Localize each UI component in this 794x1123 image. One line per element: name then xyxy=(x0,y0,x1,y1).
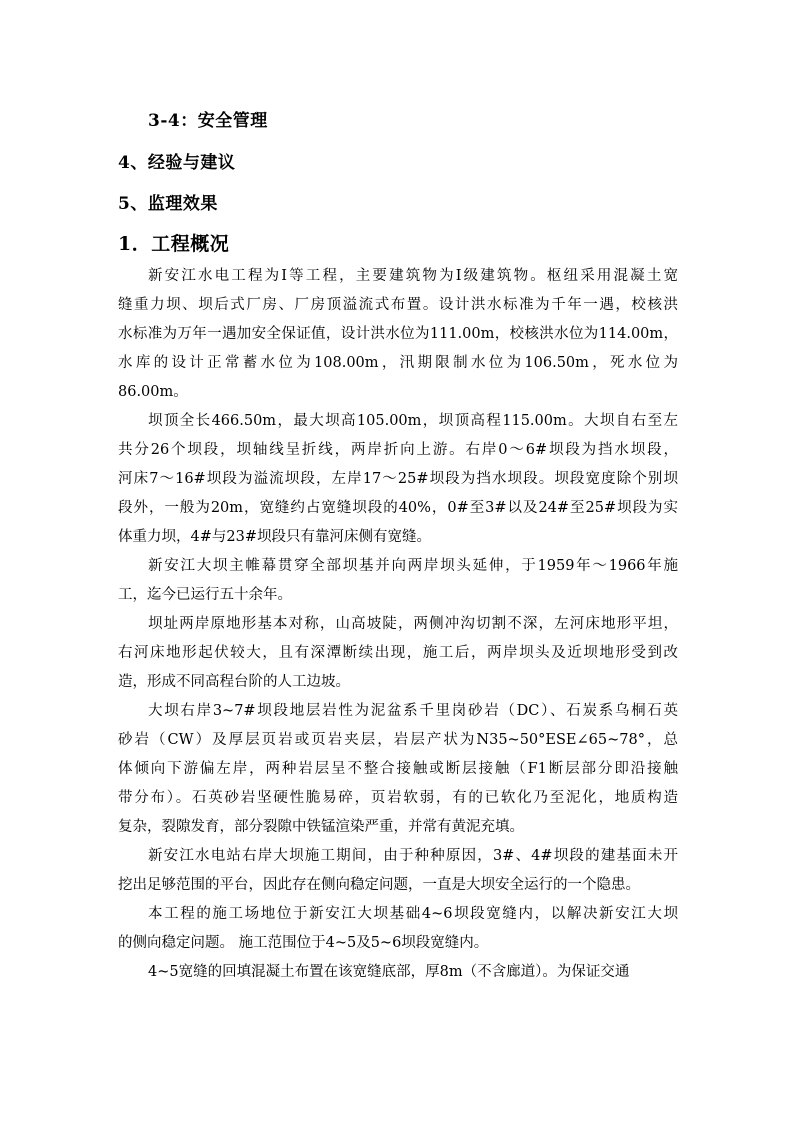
section-heading-1: 1．工程概况 xyxy=(118,233,230,255)
paragraph-line: 新安江大坝主帷幕贯穿全部坝基并向两岸坝头延伸，于1959年～1966年施 xyxy=(148,558,678,574)
paragraph-line: 砂岩（CW）及厚层页岩或页岩夹层，岩层产状为N35~50°ESE∠65~78°，总 xyxy=(118,732,678,748)
paragraph-line: 河床7～16#坝段为溢流坝段，左岸17～25#坝段为挡水坝段。坝段宽度除个别坝 xyxy=(118,471,678,487)
paragraph-line: 新安江水电站右岸大坝施工期间，由于种种原因，3#、4#坝段的建基面未开 xyxy=(148,848,678,864)
paragraph xyxy=(118,900,678,958)
paragraph-line: 工，迄今已运行五十余年。 xyxy=(118,587,292,603)
paragraph-line: 缝重力坝、坝后式厂房、厂房顶溢流式布置。设计洪水标准为千年一遇，校核洪 xyxy=(118,297,678,313)
paragraph xyxy=(118,697,678,842)
paragraph-line: 水库的设计正常蓄水位为108.00m，汛期限制水位为106.50m，死水位为 xyxy=(118,355,678,371)
paragraph xyxy=(118,610,678,697)
paragraph-line: 右河床地形起伏较大，且有深潭断续出现，施工后，两岸坝头及近坝地形受到改 xyxy=(118,645,678,661)
paragraph-line: 坝址两岸原地形基本对称，山高坡陡，两侧冲沟切割不深，左河床地形平坦， xyxy=(148,616,678,632)
paragraph-line: 4~5宽缝的回填混凝土布置在该宽缝底部，厚8m（不含廊道）。为保证交通 xyxy=(148,964,630,980)
paragraph-line: 造，形成不同高程台阶的人工边坡。 xyxy=(118,674,350,690)
paragraph xyxy=(118,262,678,407)
paragraph-line: 体重力坝，4#与23#坝段只有靠河床侧有宽缝。 xyxy=(118,529,431,545)
paragraph-line: 体倾向下游偏左岸，两种岩层呈不整合接触或断层接触（F1断层部分即沿接触 xyxy=(118,761,678,777)
paragraph-line: 新安江水电工程为Ⅰ等工程，主要建筑物为Ⅰ级建筑物。枢纽采用混凝土宽 xyxy=(148,268,678,284)
body-text xyxy=(118,262,678,987)
paragraph-line: 大坝右岸3~7#坝段地层岩性为泥盆系千里岗砂岩（DC）、石炭系乌桐石英 xyxy=(148,703,678,719)
paragraph xyxy=(118,552,678,610)
paragraph-line: 段外，一般为20m，宽缝约占宽缝坝段的40%，0#至3#以及24#至25#坝段为实 xyxy=(118,500,678,516)
paragraph-line: 的侧向稳定问题。 施工范围位于4~5及5~6坝段宽缝内。 xyxy=(118,935,489,951)
section-heading-3-4: 3-4：安全管理 xyxy=(148,111,268,131)
paragraph-line: 挖出足够范围的平台，因此存在侧向稳定问题，一直是大坝安全运行的一个隐患。 xyxy=(118,877,640,893)
paragraph-line: 坝顶全长466.50m，最大坝高105.00m，坝顶高程115.00m。大坝自右至左 xyxy=(148,413,678,429)
paragraph-line: 带分布）。石英砂岩坚硬性脆易碎，页岩软弱，有的已软化乃至泥化，地质构造 xyxy=(118,790,678,806)
paragraph-line: 本工程的施工场地位于新安江大坝基础4~6坝段宽缝内，以解决新安江大坝 xyxy=(148,906,678,922)
paragraph-line: 86.00m。 xyxy=(118,384,188,400)
paragraph-line: 复杂，裂隙发育，部分裂隙中铁锰渲染严重，并常有黄泥充填。 xyxy=(118,819,524,835)
paragraph-line: 水标准为万年一遇加安全保证值，设计洪水位为111.00m，校核洪水位为114.00m， xyxy=(118,326,678,342)
paragraph xyxy=(118,407,678,552)
paragraph-line: 共分26个坝段，坝轴线呈折线，两岸折向上游。右岸0～6#坝段为挡水坝段， xyxy=(118,442,678,458)
section-heading-5: 5、监理效果 xyxy=(118,194,218,214)
paragraph xyxy=(118,958,678,987)
paragraph xyxy=(118,842,678,900)
section-heading-4: 4、经验与建议 xyxy=(118,153,236,173)
